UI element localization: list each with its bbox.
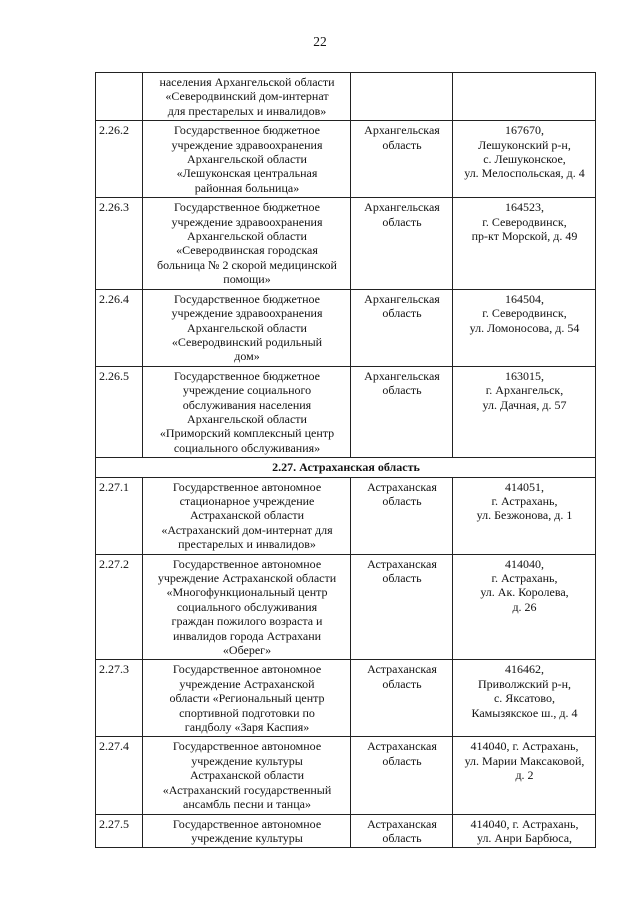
region-line: Архангельская (364, 200, 440, 215)
address-line: 414040, г. Астрахань, (470, 816, 579, 831)
institution-name-line: населения Архангельской области (159, 75, 335, 89)
address-line: с. Лешуконское, (483, 152, 566, 167)
region-line: область (382, 137, 422, 152)
address-line: с. Яксатово, (493, 691, 556, 706)
row-number: 2.27.4 (96, 737, 143, 814)
row-number: 2.27.2 (96, 554, 143, 660)
address (453, 737, 596, 814)
institution-name-line: Государственное автономное (172, 739, 322, 754)
institution-name (143, 73, 351, 121)
address (453, 477, 596, 554)
institution-name-line: социального обслуживания (176, 599, 318, 614)
address-line: 416462, (505, 662, 544, 677)
row-number: 2.27.5 (96, 814, 143, 848)
region-line: Астраханская (367, 479, 437, 494)
table-row (96, 554, 596, 660)
institution-name-line: Архангельской области (187, 411, 307, 426)
address (453, 366, 596, 457)
region (351, 554, 453, 660)
institution-name-line: престарелых и инвалидов» (178, 537, 316, 552)
address-line: ул. Мелоспольская, д. 4 (464, 166, 585, 181)
table-row (96, 660, 596, 737)
region-line: Архангельская (364, 291, 440, 306)
address-line: д. 2 (515, 768, 534, 783)
region (351, 121, 453, 198)
address-line: д. 26 (512, 599, 537, 614)
registry-table (95, 72, 596, 848)
address (453, 660, 596, 737)
address-line: пр-кт Морской, д. 49 (471, 229, 578, 244)
region-line: Астраханская (367, 556, 437, 571)
address-line: г. Северодвинск, (482, 306, 567, 321)
address-line: ул. Ак. Королева, (480, 585, 569, 600)
address-line: 414040, (505, 556, 544, 571)
institution-name-line: «Северодвинский родильный (171, 334, 323, 349)
section-heading-row (96, 458, 596, 477)
institution-name-line: Государственное бюджетное (174, 200, 320, 215)
table-row (96, 289, 596, 366)
institution-name (143, 554, 351, 660)
institution-name-line: Государственное автономное (172, 479, 322, 494)
table-row (96, 73, 596, 121)
address-line: Приволжский р-н, (478, 676, 571, 691)
institution-name-line: учреждение здравоохранения (171, 306, 323, 321)
region-line: область (382, 383, 422, 398)
region-line: Архангельская (364, 368, 440, 383)
institution-name-line: «Оберег» (222, 643, 272, 658)
institution-name-line: Астраханской области (189, 508, 305, 523)
row-number: 2.26.4 (96, 289, 143, 366)
institution-name-line: Государственное бюджетное (174, 291, 320, 306)
institution-name-line: больница № 2 скорой медицинской (157, 257, 337, 272)
address-line: ул. Ломоносова, д. 54 (469, 320, 580, 335)
institution-name-line: районная больница» (194, 180, 300, 195)
institution-name-line: «Астраханский дом-интернат для (161, 522, 333, 537)
registry-table-body (96, 73, 596, 848)
table-row (96, 366, 596, 457)
address-line: Камызякское ш., д. 4 (471, 705, 578, 720)
address (453, 289, 596, 366)
region (351, 660, 453, 737)
institution-name-line: Архангельской области (187, 229, 307, 244)
institution-name-line: учреждение социального (182, 383, 312, 398)
institution-name-line: учреждение здравоохранения (171, 214, 323, 229)
region-line: Архангельская (364, 123, 440, 138)
region-line: область (382, 753, 422, 768)
row-number: 2.27.1 (96, 477, 143, 554)
address-line: 414051, (505, 479, 544, 494)
table-row (96, 198, 596, 289)
institution-name-line: Государственное бюджетное (174, 123, 320, 138)
address-line: 164504, (505, 291, 544, 306)
institution-name (143, 198, 351, 289)
institution-name (143, 814, 351, 848)
institution-name (143, 121, 351, 198)
institution-name (143, 737, 351, 814)
region (351, 477, 453, 554)
row-number (96, 73, 143, 121)
institution-name-line: граждан пожилого возраста и (171, 614, 323, 629)
address-line: 167670, (505, 123, 544, 138)
region-line: Астраханская (367, 662, 437, 677)
institution-name-line: дом» (234, 349, 260, 364)
institution-name-line: помощи» (223, 272, 271, 287)
institution-name-line: стационарное учреждение (179, 493, 315, 508)
institution-name (143, 366, 351, 457)
institution-name-line: «Северодвинский дом-интернат (165, 89, 329, 104)
address (453, 73, 596, 121)
institution-name-line: ансамбль песни и танца» (183, 797, 311, 812)
region (351, 737, 453, 814)
row-number: 2.26.2 (96, 121, 143, 198)
region-line: область (382, 571, 422, 585)
institution-name-line: спортивной подготовки по (179, 705, 315, 720)
table-row (96, 477, 596, 554)
institution-name-line: «Астраханский государственный (162, 782, 332, 797)
address-line: г. Архангельск, (485, 383, 564, 398)
region-line: область (382, 830, 422, 845)
institution-name-line: инвалидов города Астрахани (172, 628, 322, 643)
institution-name (143, 477, 351, 554)
row-number: 2.26.5 (96, 366, 143, 457)
table-row (96, 814, 596, 848)
institution-name-line: Астраханской области (189, 768, 305, 783)
region-line: Астраханская (367, 816, 437, 831)
institution-name-line: «Приморский комплексный центр (159, 426, 335, 441)
region-line: область (382, 214, 422, 229)
institution-name-line: области «Региональный центр (169, 691, 325, 706)
address-line: г. Северодвинск, (482, 214, 567, 229)
address (453, 814, 596, 848)
institution-name-line: обслуживания населения (182, 397, 312, 412)
table-row (96, 737, 596, 814)
institution-name-line: гандболу «Заря Каспия» (184, 720, 310, 735)
region (351, 198, 453, 289)
region (351, 73, 453, 121)
row-number: 2.26.3 (96, 198, 143, 289)
address-line: 164523, (505, 200, 544, 215)
address-line: ул. Дачная, д. 57 (482, 397, 567, 412)
row-number: 2.27.3 (96, 660, 143, 737)
address-line: ул. Анри Барбюса, (476, 830, 573, 845)
region-line: область (382, 306, 422, 321)
institution-name (143, 289, 351, 366)
institution-name-line: социального обслуживания» (173, 440, 321, 455)
institution-name-line: учреждение здравоохранения (171, 137, 323, 152)
region (351, 289, 453, 366)
address-line: Лешуконский р-н, (478, 137, 571, 152)
institution-name-line: Архангельской области (187, 152, 307, 167)
table-row (96, 121, 596, 198)
address-line: 414040, г. Астрахань, (470, 739, 579, 754)
region (351, 366, 453, 457)
address-line: 163015, (505, 368, 544, 383)
region (351, 814, 453, 848)
institution-name-line: учреждение культуры (191, 753, 303, 768)
institution-name-line: Государственное бюджетное (174, 368, 320, 383)
address-line: ул. Марии Максаковой, (464, 753, 585, 768)
institution-name-line: «Лешуконская центральная (176, 166, 318, 181)
address-line: ул. Безжонова, д. 1 (476, 508, 573, 523)
institution-name-line: Государственное автономное (172, 816, 322, 831)
institution-name-line: Архангельской области (187, 320, 307, 335)
institution-name-line: учреждение Астраханской области (157, 571, 337, 585)
page-number: 22 (313, 34, 327, 49)
region-line: область (382, 676, 422, 691)
region-line: область (382, 493, 422, 508)
institution-name-line: Государственное автономное (172, 556, 322, 571)
institution-name-line: учреждение Астраханской (179, 676, 315, 691)
address-line: г. Астрахань, (491, 493, 558, 508)
section-heading: 2.27. Астраханская область (96, 458, 596, 477)
institution-name-line: учреждение культуры (191, 830, 303, 845)
address (453, 121, 596, 198)
institution-name-line: «Многофункциональный центр (166, 585, 328, 600)
institution-name-line: для престарелых и инвалидов» (167, 103, 327, 118)
address (453, 198, 596, 289)
region-line: Астраханская (367, 739, 437, 754)
address (453, 554, 596, 660)
institution-name (143, 660, 351, 737)
institution-name-line: Государственное автономное (172, 662, 322, 677)
address-line: г. Астрахань, (491, 571, 558, 585)
institution-name-line: «Северодвинская городская (176, 243, 318, 258)
